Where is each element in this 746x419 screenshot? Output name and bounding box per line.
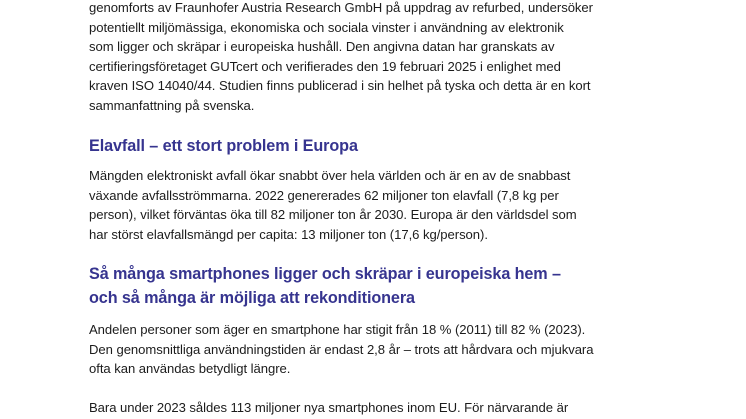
- text-line: kraven ISO 14040/44. Studien finns publicerad i sin helhet på tyska och detta är en kort: [89, 78, 591, 94]
- section-heading-elavfall: Elavfall – ett stort problem i Europa: [89, 137, 358, 155]
- section-heading-smartphones: [89, 262, 561, 310]
- text-line: Bara under 2023 såldes 113 miljoner nya smartphones inom EU. För närvarande är: [89, 400, 569, 415]
- text-line: certifieringsföretaget GUTcert och verifierades den 19 februari 2025 i enlighet med: [89, 58, 561, 74]
- smartphones-paragraph: [89, 320, 629, 379]
- text-line: Mängden elektroniskt avfall ökar snabbt över hela världen och är en av de snabbast: [89, 168, 571, 183]
- text-line: Andelen personer som äger en smartphone har stigit från 18 % (2011) till 82 % (2023).: [89, 322, 586, 337]
- text-line: sammanfattning på svenska.: [89, 97, 255, 113]
- text-line: växande avfallsströmmarna. 2022 genererades 62 miljoner ton elavfall (7,8 kg per: [89, 187, 559, 203]
- elavfall-paragraph: [89, 166, 629, 244]
- text-line: har störst elavfallsmängd per capita: 13 miljoner ton (17,6 kg/person).: [89, 226, 488, 242]
- intro-paragraph: [89, 0, 629, 116]
- text-line: som ligger och skräpar i europeiska hushåll. Den angivna datan har granskats av: [89, 39, 555, 55]
- heading-line: Så många smartphones ligger och skräpar i europeiska hem –: [89, 265, 561, 283]
- text-line: Den genomsnittliga användningstiden är endast 2,8 år – trots att hårdvara och mjukvara: [89, 341, 594, 357]
- text-line: genomforts av Fraunhofer Austria Research GmbH på uppdrag av refurbed, undersöker: [89, 0, 593, 15]
- text-line: ofta kan användas betydligt längre.: [89, 361, 291, 377]
- sales-paragraph: [89, 398, 629, 418]
- text-line: potentiellt miljömässiga, ekonomiska och sociala vinster i användning av elektronik: [89, 19, 564, 35]
- text-line: person), vilket förväntas öka till 82 miljoner ton år 2030. Europa är den världsdel som: [89, 207, 577, 223]
- heading-line: och så många är möjliga att rekonditionera: [89, 289, 415, 307]
